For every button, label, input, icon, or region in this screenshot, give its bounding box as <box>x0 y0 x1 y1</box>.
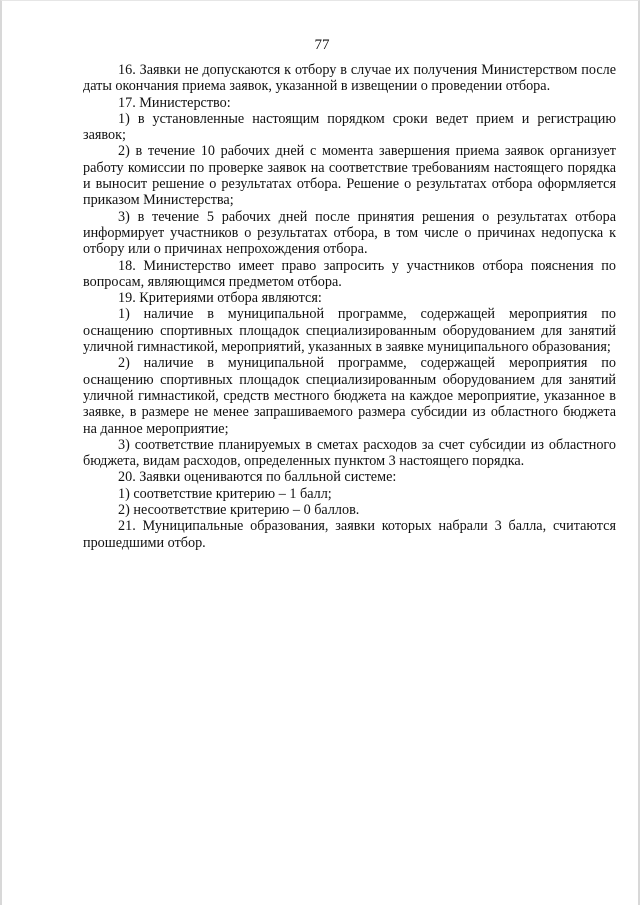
paragraph-18: 18. Министерство имеет право запросить у участников отбора пояснения по вопросам, являющимся предметом отбора. <box>83 257 616 290</box>
paragraph-20-item-2: 2) несоответствие критерию – 0 баллов. <box>118 502 360 519</box>
paragraph-21: 21. Муниципальные образования, заявки которых набрали 3 балла, считаются прошедшими отбор. <box>83 518 616 551</box>
paragraph-17-heading: 17. Министерство: <box>118 94 231 111</box>
paragraph-17-item-2: 2) в течение 10 рабочих дней с момента завершения приема заявок организует работу комиссии по проверке заявок на соответствие требованиям настоящего порядка и выносит решение о результатах отбора. Решение о результатах отбора оформляется приказом Министерства; <box>83 143 616 209</box>
paragraph-17-item-3: 3) в течение 5 рабочих дней после принятия решения о результатах отбора информирует участников о результатах отбора, в том числе о причинах недопуска к отбору или о причинах непрохождения отбора. <box>83 208 616 258</box>
paragraph-19-item-3: 3) соответствие планируемых в сметах расходов за счет субсидии из областного бюджета, видам расходов, определенных пунктом 3 настоящего порядка. <box>83 436 616 470</box>
page-number: 77 <box>314 37 330 53</box>
paragraph-16: 16. Заявки не допускаются к отбору в случае их получения Министерством после даты окончания приема заявок, указанной в извещении о проведении отбора. <box>83 62 616 95</box>
paragraph-20-heading: 20. Заявки оцениваются по балльной системе: <box>118 469 397 486</box>
paragraph-19-item-2: 2) наличие в муниципальной программе, содержащей мероприятия по оснащению спортивных площадок специализированным оборудованием для занятий уличной гимнастикой, средств местного бюджета на каждое мероприятие, указанное в заявке, в размере не менее запрашиваемого размера субсидии из областного бюджета на данное мероприятие; <box>83 355 616 437</box>
paragraph-19-item-1: 1) наличие в муниципальной программе, содержащей мероприятия по оснащению спортивных площадок специализированным оборудованием для занятий уличной гимнастикой, мероприятий, указанных в заявке муниципального образования; <box>83 306 616 356</box>
paragraph-19-heading: 19. Критериями отбора являются: <box>118 290 322 307</box>
paragraph-20-item-1: 1) соответствие критерию – 1 балл; <box>118 485 332 502</box>
paragraph-17-item-1: 1) в установленные настоящим порядком сроки ведет прием и регистрацию заявок; <box>83 110 616 144</box>
document-body <box>83 62 616 551</box>
